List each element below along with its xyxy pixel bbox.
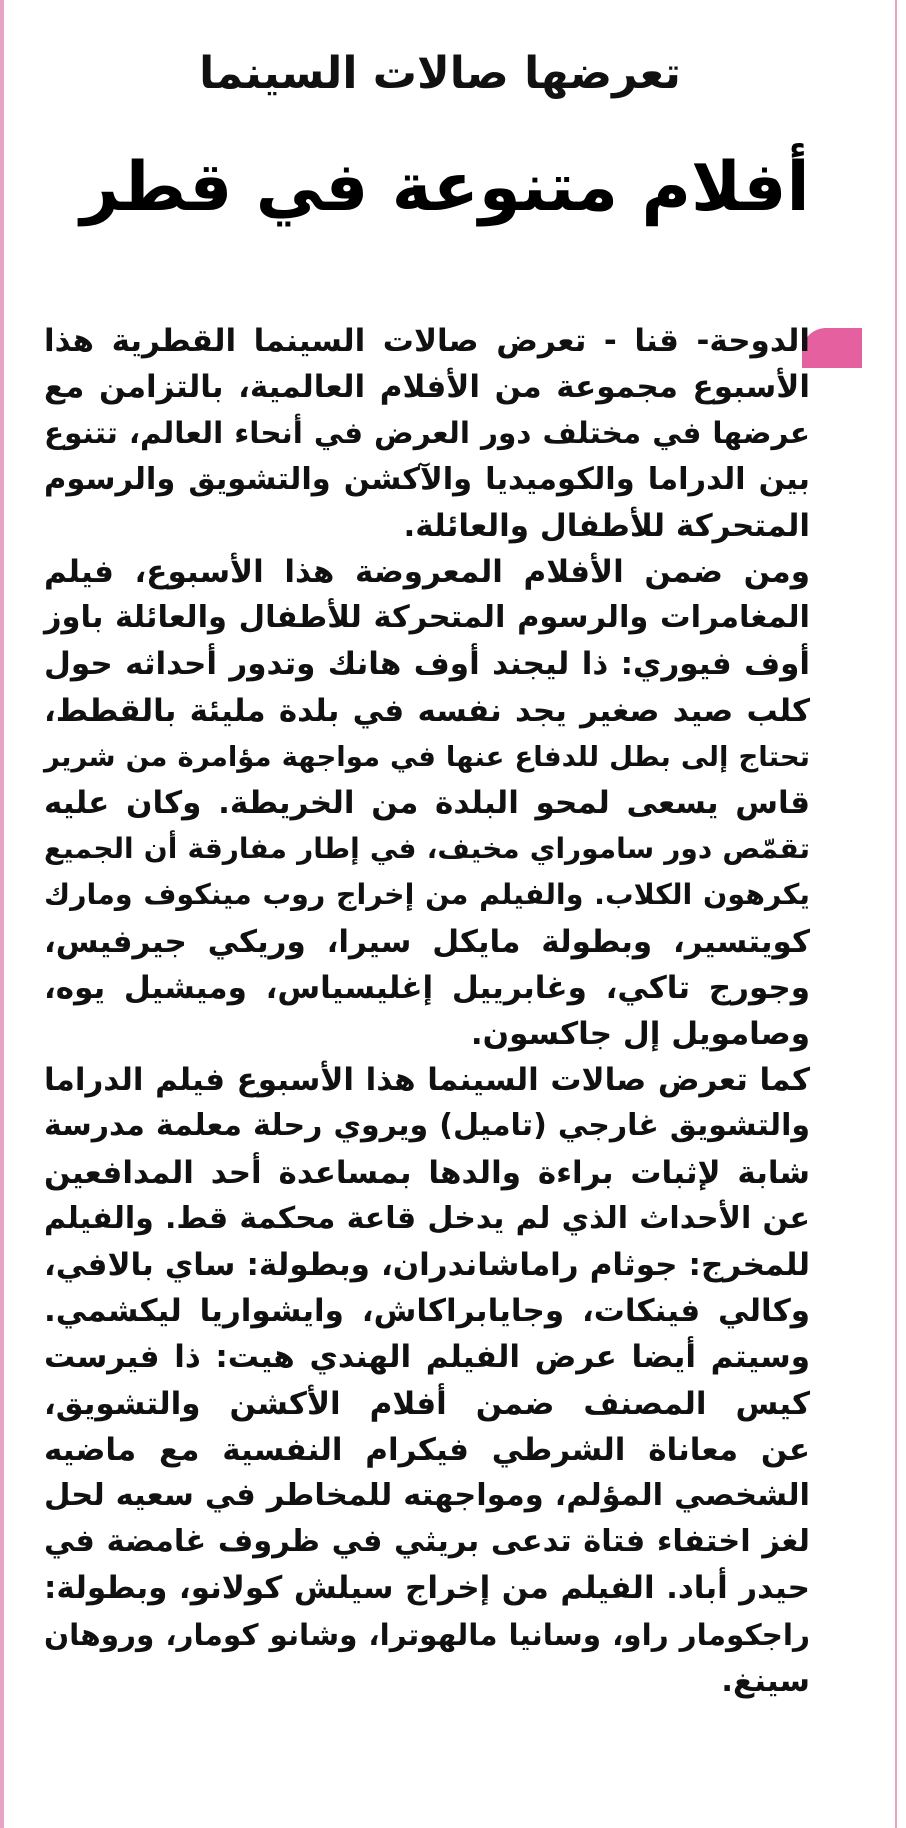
body-line: سينغ. bbox=[721, 1663, 810, 1699]
body-line: تقمّص دور ساموراي مخيف، في إطار مفارقة أن الجميع bbox=[44, 832, 810, 865]
body-line: كيس المصنف ضمن أفلام الأكشن والتشويق، bbox=[44, 1386, 810, 1422]
body-line: عن الأحداث الذي لم يدخل قاعة محكمة قط. والفيلم bbox=[44, 1201, 810, 1236]
body-line: شابة لإثبات براءة والدها بمساعدة أحد المدافعين bbox=[44, 1155, 810, 1191]
body-line: حيدر أباد. الفيلم من إخراج سيلش كولانو، وبطولة: bbox=[44, 1570, 810, 1606]
accent-tab-marker bbox=[802, 328, 862, 368]
body-line: كويتسير، وبطولة مايكل سيرا، وريكي جيرفيس، bbox=[44, 924, 810, 960]
article-headline: أفلام متنوعة في قطر bbox=[80, 147, 810, 226]
body-line: أوف فيوري: ذا ليجند أوف هانك وتدور أحداثه حول bbox=[44, 646, 810, 682]
body-line: كما تعرض صالات السينما هذا الأسبوع فيلم الدراما bbox=[44, 1062, 810, 1098]
body-line: راجكومار راو، وسانيا مالهوترا، وشانو كومار، وروهان bbox=[44, 1618, 810, 1652]
body-line: بين الدراما والكوميديا والآكشن والتشويق والرسوم bbox=[44, 462, 810, 497]
body-line: لغز اختفاء فتاة تدعى بريثي في ظروف غامضة في bbox=[44, 1524, 810, 1559]
body-line: وسيتم أيضا عرض الفيلم الهندي هيت: ذا فيرست bbox=[44, 1339, 810, 1375]
body-line: والتشويق غارجي (تاميل) ويروي رحلة معلمة مدرسة bbox=[44, 1108, 810, 1143]
body-line: عرضها في مختلف دور العرض في أنحاء العالم، تتنوع bbox=[44, 416, 810, 450]
body-line: للمخرج: جوثام راماشاندران، وبطولة: ساي بالافي، bbox=[44, 1247, 810, 1283]
body-line: عن معاناة الشرطي فيكرام النفسية مع ماضيه bbox=[44, 1432, 810, 1468]
body-line: الدوحة- قنا - تعرض صالات السينما القطرية هذا bbox=[44, 323, 810, 359]
body-line: الأسبوع مجموعة من الأفلام العالمية، بالتزامن مع bbox=[44, 369, 810, 405]
body-line: ومن ضمن الأفلام المعروضة هذا الأسبوع، فيلم bbox=[44, 554, 810, 590]
body-line: وجورج تاكي، وغابرييل إغليسياس، وميشيل يوه، bbox=[44, 970, 810, 1006]
body-line: قاس يسعى لمحو البلدة من الخريطة. وكان عليه bbox=[44, 785, 810, 821]
body-line: وصامويل إل جاكسون. bbox=[470, 1016, 810, 1052]
article-kicker: تعرضها صالات السينما bbox=[199, 48, 681, 99]
body-line: كلب صيد صغير يجد نفسه في بلدة مليئة بالقطط، bbox=[44, 693, 810, 729]
body-line: الشخصي المؤلم، ومواجهته للمخاطر في سعيه لحل bbox=[44, 1478, 810, 1513]
body-line: يكرهون الكلاب. والفيلم من إخراج روب مينكوف ومارك bbox=[44, 878, 810, 911]
body-line: المتحركة للأطفال والعائلة. bbox=[403, 508, 810, 544]
body-line: وكالي فينكات، وجايابراكاش، وايشواريا ليكشمي. bbox=[44, 1293, 810, 1329]
body-line: تحتاج إلى بطل للدفاع عنها في مواجهة مؤامرة من شرير bbox=[44, 741, 810, 773]
body-line: المغامرات والرسوم المتحركة للأطفال والعائلة باوز bbox=[44, 600, 810, 635]
